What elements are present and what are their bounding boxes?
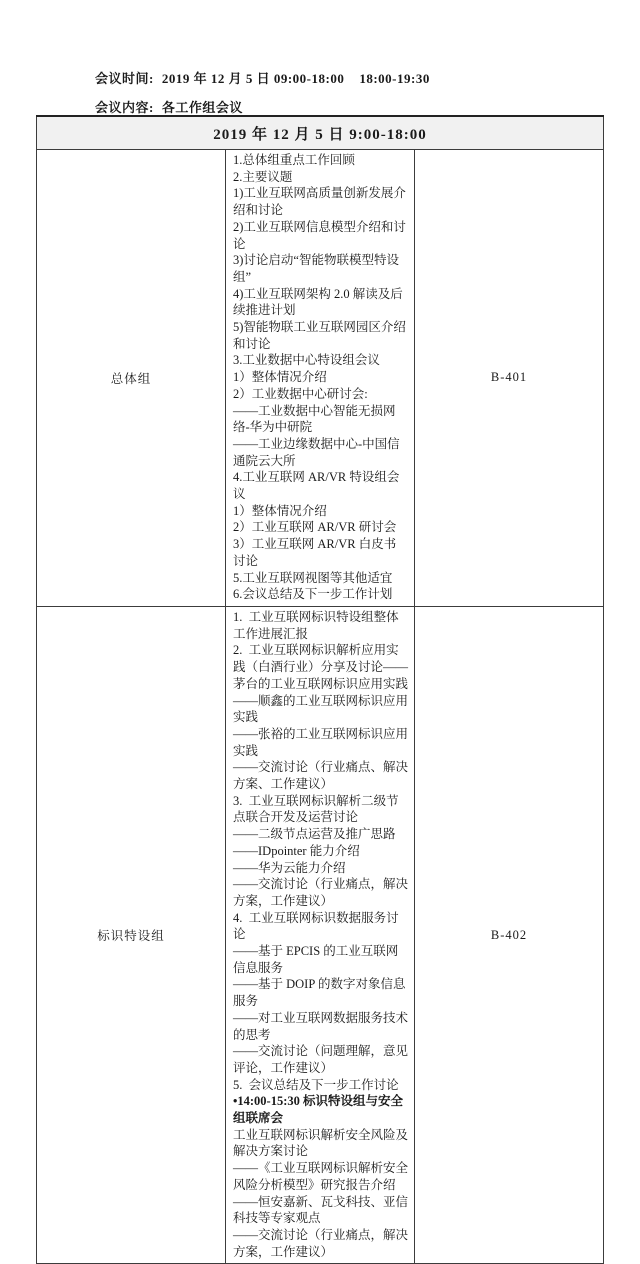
table-row	[37, 150, 604, 607]
agenda-line: 3.工业数据中心特设组会议	[233, 353, 380, 368]
table-row	[37, 606, 604, 1263]
agenda-line: ——IDpointer 能力介绍	[233, 843, 360, 858]
agenda-line: 2)工业互联网信息模型介绍和讨论	[233, 219, 406, 251]
agenda-line: ——工业数据中心智能无损网络-华为中研院	[233, 403, 396, 435]
room-cell: B-401	[415, 150, 604, 607]
agenda-line: ——交流讨论（问题理解，意见评论，工作建议）	[233, 1044, 409, 1075]
agenda-line: ——对工业互联网数据服务技术的思考	[233, 1010, 409, 1042]
agenda-line: 6.会议总结及下一步工作计划	[233, 587, 393, 602]
agenda-line: ——交流讨论（行业痛点，解决方案，工作建议）	[233, 1228, 409, 1259]
group-name-cell: 标识特设组	[37, 606, 226, 1263]
room-cell: B-402	[415, 606, 604, 1263]
agenda-line: 4. 工业互联网标识数据服务讨论	[233, 910, 399, 942]
agenda-line: 3）工业互联网 AR/VR 白皮书讨论	[233, 537, 397, 568]
agenda-line: ——张裕的工业互联网标识应用实践	[233, 726, 409, 758]
agenda-line: 1)工业互联网高质量创新发展介绍和讨论	[233, 186, 406, 218]
agenda-line: 4)工业互联网架构 2.0 解读及后续推进计划	[233, 286, 403, 318]
agenda-content-cell	[226, 606, 415, 1263]
agenda-line: ——工业边缘数据中心-中国信通院云大所	[233, 436, 400, 468]
agenda-content-cell	[226, 150, 415, 607]
agenda-line: 1）整体情况介绍	[233, 370, 327, 385]
agenda-line: ——基于 EPCIS 的工业互联网信息服务	[233, 944, 399, 975]
agenda-line: 2. 工业互联网标识解析应用实践（白酒行业）分享及讨论——茅台的工业互联网标识应用实践	[233, 643, 409, 691]
meeting-time-label: 会议时间:	[95, 71, 154, 86]
agenda-line: ——交流讨论（行业痛点、解决方案、工作建议）	[233, 760, 409, 792]
agenda-table	[36, 115, 604, 1264]
agenda-line: ——华为云能力介绍	[233, 860, 346, 875]
agenda-line: 5. 会议总结及下一步工作讨论	[233, 1077, 399, 1092]
agenda-line: 1）整体情况介绍	[233, 503, 327, 518]
agenda-line: ——基于 DOIP 的数字对象信息服务	[233, 977, 406, 1009]
agenda-line: 3)讨论启动“智能物联模型特设组”	[233, 253, 399, 284]
agenda-line: 5)智能物联工业互联网园区介绍和讨论	[233, 320, 406, 351]
group-name-cell: 总体组	[37, 150, 226, 607]
agenda-line: ——恒安嘉新、瓦戈科技、亚信科技等专家观点	[233, 1194, 409, 1226]
agenda-line: 工业互联网标识解析安全风险及解决方案讨论	[233, 1127, 409, 1159]
agenda-line: 2）工业数据中心研讨会:	[233, 386, 368, 401]
agenda-line: ——《工业互联网标识解析安全风险分析模型》研究报告介绍	[233, 1161, 409, 1192]
agenda-line: 2.主要议题	[233, 169, 293, 184]
agenda-line: •14:00-15:30 标识特设组与安全组联席会	[233, 1094, 403, 1126]
agenda-line: ——顺鑫的工业互联网标识应用实践	[233, 693, 409, 725]
meeting-time-row	[95, 68, 615, 87]
meeting-content-row	[95, 97, 615, 116]
meeting-content-value: 各工作组会议	[161, 100, 243, 115]
day-header: 2019 年 12 月 5 日 9:00-18:00	[37, 116, 604, 150]
agenda-line: 1.总体组重点工作回顾	[233, 153, 355, 167]
meeting-content-label: 会议内容:	[95, 100, 154, 115]
meeting-time-value: 2019 年 12 月 5 日 09:00-18:00 18:00-19:30	[161, 71, 430, 86]
agenda-line: 3. 工业互联网标识解析二级节点联合开发及运营讨论	[233, 793, 399, 825]
agenda-line: 4.工业互联网 AR/VR 特设组会议	[233, 470, 400, 502]
agenda-line: 5.工业互联网视图等其他适宜	[233, 570, 393, 585]
agenda-line: 2）工业互联网 AR/VR 研讨会	[233, 520, 397, 535]
agenda-line: 1. 工业互联网标识特设组整体工作进展汇报	[233, 609, 399, 641]
agenda-line: ——交流讨论（行业痛点，解决方案，工作建议）	[233, 877, 409, 908]
agenda-line: ——二级节点运营及推广思路	[233, 827, 396, 842]
table-header-row	[37, 116, 604, 150]
